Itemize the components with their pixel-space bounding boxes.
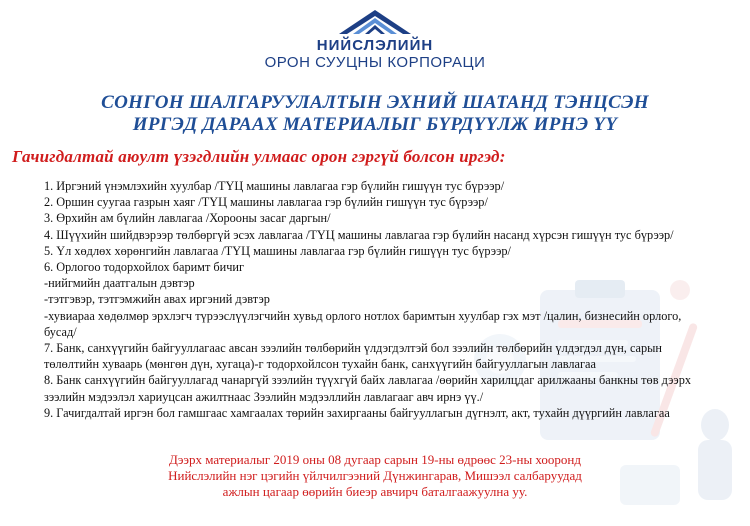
list-item: 8. Банк санхүүгийн байгууллагад чанаргүй зээлийн түүхгүй байх лавлагаа /өөрийн харилцдаг арилжааны банкны төв дээрх зээлийн мэдээлэл хариуцсан ажилтнаас Зээлийн мэдээллийн лавлагааг авч ирнэ үү./	[44, 373, 691, 404]
notice-line1: Дээрх материалыг 2019 оны 08 дугаар сарын 19-ны өдрөөс 23-ны хооронд	[168, 452, 581, 467]
list-item: 1. Иргэний үнэмлэхийн хуулбар /ТҮЦ машины лавлагаа гэр бүлийн гишүүн тус бүрээр/	[44, 179, 505, 193]
logo-name-line2: ОРОН СУУЦНЫ КОРПОРАЦИ	[264, 54, 486, 71]
list-item: -нийгмийн даатгалын дэвтэр	[44, 276, 195, 291]
title-line2: ИРГЭД ДАРААХ МАТЕРИАЛЫГ БҮРДҮҮЛЖ ИРНЭ ҮҮ	[132, 114, 618, 135]
list-item: 7. Банк, санхүүгийн байгууллагаас авсан зээлийн төлбөрийн үлдэгдэлтэй бол зээлийн төлбөрийн үлдэгдэл дүн, сарын төлөлтийн хуваарь (мөнгөн дүн, хугаца)-г тодорхойлсон тухайн банк, санхүүгийн байгууллагын лавлагаа	[44, 341, 663, 372]
title-line1: СОНГОН ШАЛГАРУУЛАЛТЫН ЭХНИЙ ШАТАНД ТЭНЦСЭН	[101, 92, 649, 113]
list-item: 5. Үл хөдлөх хөрөнгийн лавлагаа /ТҮЦ машины лавлагаа гэр бүлийн гишүүн тус бүрээр/	[44, 243, 511, 258]
notice-line3: ажлын цагаар өөрийн биеэр авчирч баталгаажуулна уу.	[222, 484, 528, 499]
list-item: 2. Оршин суугаа газрын хаяг /ТҮЦ машины лавлагаа гэр бүлийн гишүүн тус бүрээр/	[44, 195, 488, 210]
list-item: 4. Шүүхийн шийдвэрээр төлбөргүй эсэх лавлагаа /ТҮЦ машины лавлагаа гэр бүлийн насанд хүрсэн гишүүн тус бүрээр/	[44, 227, 674, 242]
list-item: 6. Орлогоо тодорхойлох баримт бичиг	[44, 260, 245, 275]
list-item: -тэтгэвэр, тэтгэмжийн авах иргэний дэвтэр	[44, 292, 270, 307]
submission-notice	[0, 452, 750, 500]
roof-logo-icon	[333, 8, 417, 36]
logo-name-line1: НИЙСЛЭЛИЙН	[316, 37, 434, 54]
corporation-logo	[0, 8, 750, 71]
requirements-list	[44, 178, 704, 421]
section-heading: Гачигдалтай аюулт үзэгдлийн улмаас орон гэргүй болсон иргэд:	[12, 147, 506, 166]
notice-line2: Нийслэлийн нэг цэгийн үйлчилгээний Дүнжингарав, Мишээл салбаруудад	[168, 468, 582, 483]
list-item: -хувиараа хөдөлмөр эрхлэгч түрээслүүлэгчийн хувьд орлого нотлох баримтын хуулбар гэх мэт /цалин, бизнесийн орлого, бусад/	[44, 308, 682, 339]
list-item: 9. Гачигдалтай иргэн бол гамшгаас хамгаалах төрийн захиргааны байгууллагын дүгнэлт, акт, тухайн дүүргийн лавлагаа	[44, 405, 670, 420]
page-title	[0, 92, 750, 136]
list-item: 3. Өрхийн ам бүлийн лавлагаа /Хорооны засаг даргын/	[44, 211, 331, 226]
figure-head	[701, 409, 729, 441]
